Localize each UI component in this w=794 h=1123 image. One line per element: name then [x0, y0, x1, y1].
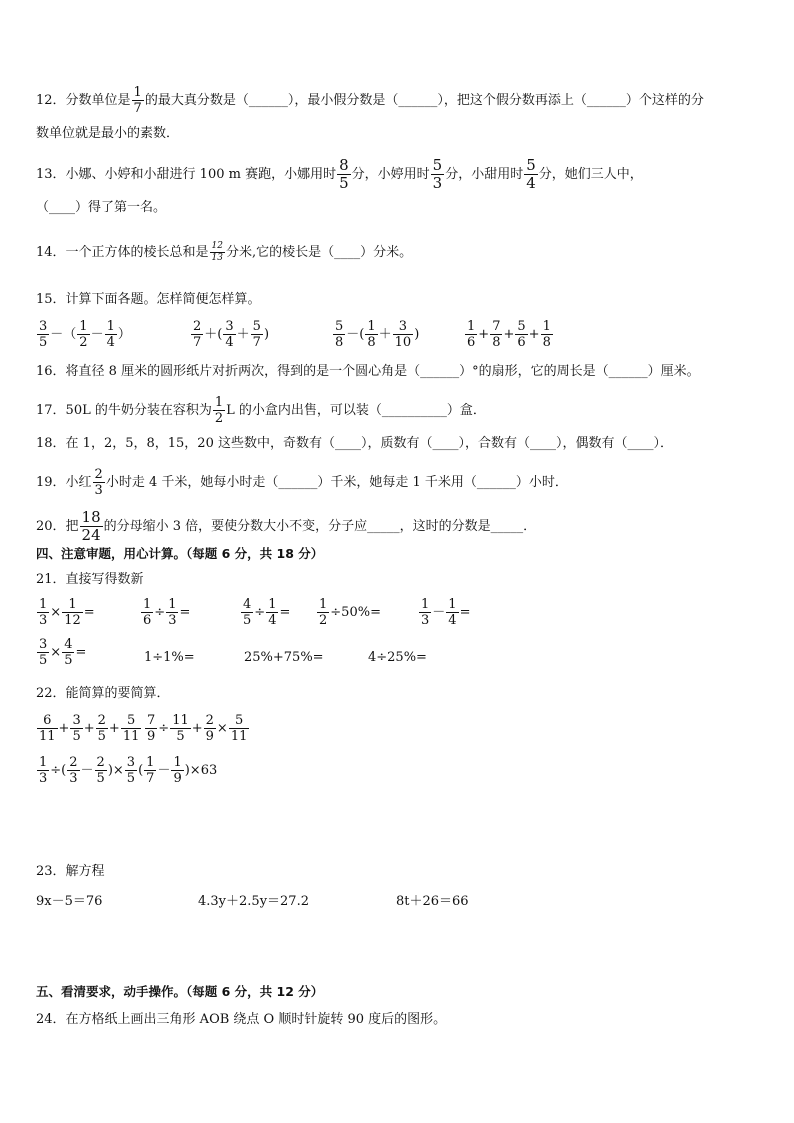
denominator: 7: [252, 335, 261, 350]
denominator: 8: [542, 335, 551, 350]
q15-expr-4: [464, 320, 554, 349]
denominator: 7: [193, 335, 202, 350]
numerator: 1: [542, 319, 551, 334]
fraction: [93, 468, 105, 497]
fraction: [204, 714, 216, 743]
section-4-heading: 四、注意审题，用心计算。（每题 6 分，共 18 分）: [36, 546, 324, 561]
fraction: [490, 320, 502, 349]
equals: =: [83, 605, 95, 620]
denominator: 5: [97, 729, 106, 744]
operator: ＋(: [204, 327, 223, 342]
q21-item-4: [316, 598, 381, 627]
operator: +: [108, 721, 120, 736]
fraction: [333, 320, 345, 349]
fraction: [171, 756, 183, 785]
numerator: 8: [339, 156, 349, 174]
fraction: [121, 714, 142, 743]
fraction: [251, 320, 263, 349]
numerator: 3: [39, 319, 48, 334]
q19-text-a: 19．小红: [36, 475, 92, 490]
denominator: 4: [106, 335, 115, 350]
q22-expr-2: [144, 714, 250, 743]
numerator: 6: [37, 714, 58, 729]
fraction: [515, 320, 527, 349]
denominator: 4: [268, 613, 277, 628]
fraction: [524, 158, 538, 191]
q22-expr-1: [36, 714, 142, 743]
q12-text-a: 12．分数单位是: [36, 93, 131, 108]
fraction: [96, 714, 108, 743]
operator: (: [138, 763, 144, 778]
denominator: 11: [122, 729, 140, 744]
denominator: 5: [339, 174, 349, 192]
q15-expr-2: [190, 320, 269, 349]
fraction: [37, 714, 58, 743]
q23-equation-1: 9x－5＝76: [36, 894, 103, 909]
fraction: [70, 714, 82, 743]
numerator: 4: [64, 637, 73, 652]
fraction: [210, 242, 225, 263]
denominator: 9: [205, 729, 214, 744]
numerator: 1: [173, 755, 182, 770]
operator: ×: [50, 645, 62, 660]
fraction: [170, 714, 191, 743]
numerator: 1: [62, 598, 83, 613]
denominator: 4: [448, 613, 457, 628]
denominator: 5: [176, 729, 185, 744]
q22-title: 22．能简算的要简算．: [36, 686, 170, 701]
numerator: 2: [69, 755, 78, 770]
q18-line: 18．在 1，2，5，8，15，20 这些数中，奇数有（____），质数有（____），合数有（____），偶数有（____）．: [36, 436, 673, 451]
operator: )×: [107, 763, 124, 778]
q21-item-7: 1÷1%=: [144, 650, 195, 665]
numerator: 1: [79, 319, 88, 334]
fraction: [393, 320, 414, 349]
denominator: 8: [367, 335, 376, 350]
numerator: 1: [143, 597, 152, 612]
numerator: 1: [168, 597, 177, 612]
denominator: 2: [319, 613, 328, 628]
section-5-heading: 五、看清要求，动手操作。（每题 6 分，共 12 分）: [36, 984, 324, 999]
numerator: 18: [81, 508, 101, 526]
denominator: 5: [39, 335, 48, 350]
denominator: 6: [467, 335, 476, 350]
numerator: 1: [106, 319, 115, 334]
denominator: 12: [64, 613, 81, 628]
q13-text-c: 分，小甜用时: [445, 167, 524, 182]
operator: ): [263, 327, 270, 342]
fraction: [446, 598, 458, 627]
denominator: 11: [230, 729, 248, 744]
q14-line: [36, 242, 412, 263]
denominator: 5: [39, 653, 48, 668]
fraction: [191, 320, 203, 349]
q21-item-2: [140, 598, 190, 627]
q13-text-b: 分，小婷用时: [351, 167, 430, 182]
denominator: 5: [126, 771, 136, 786]
operator: －: [432, 605, 446, 620]
numerator: 3: [126, 755, 136, 770]
numerator: 11: [172, 713, 189, 728]
q12-text-b: 的最大真分数是（______），最小假分数是（______），把这个假分数再添上（______）个这样的分: [144, 93, 704, 108]
operator: ＋: [236, 327, 250, 342]
denominator: 3: [69, 771, 78, 786]
fraction: [241, 598, 253, 627]
operator: +: [58, 721, 70, 736]
numerator: 2: [94, 467, 103, 482]
denominator: 8: [335, 335, 344, 350]
denominator: 2: [79, 335, 88, 350]
q23-title: 23．解方程: [36, 864, 105, 879]
numerator: 5: [229, 714, 250, 729]
q21-item-1: [36, 598, 95, 627]
q21-item-9: 4÷25%=: [368, 650, 427, 665]
fraction: [37, 638, 49, 667]
denominator: 3: [421, 613, 430, 628]
q21-item-3: [240, 598, 290, 627]
q12-line2: 数单位就是最小的素数．: [36, 126, 180, 141]
q13-text-a: 13．小娜、小婷和小甜进行 100 m 赛跑，小娜用时: [36, 167, 337, 182]
fraction: [145, 714, 157, 743]
numerator: 2: [96, 755, 105, 770]
operator: －: [157, 763, 171, 778]
q15-title: 15．计算下面各题。怎样简便怎样算。: [36, 292, 261, 307]
denominator: 5: [96, 771, 105, 786]
fraction: [95, 756, 107, 785]
denominator: 9: [147, 729, 156, 744]
denominator: 24: [81, 526, 101, 544]
fraction: [541, 320, 553, 349]
numerator: 1: [467, 319, 476, 334]
denominator: 10: [394, 335, 412, 350]
denominator: 13: [211, 253, 223, 263]
numerator: 3: [393, 320, 414, 335]
equals: =: [75, 645, 87, 660]
q14-text-a: 14．一个正方体的棱长总和是: [36, 245, 209, 260]
denominator: 2: [214, 411, 224, 426]
operator: ×: [50, 605, 62, 620]
numerator: 5: [252, 319, 261, 334]
operator: ÷(: [50, 763, 67, 778]
numerator: 1: [319, 597, 328, 612]
numerator: 2: [97, 713, 106, 728]
fraction: [431, 158, 445, 191]
numerator: 2: [205, 713, 214, 728]
numerator: 5: [517, 319, 526, 334]
operator: －: [90, 327, 104, 342]
numerator: 1: [39, 755, 48, 770]
fraction: [37, 320, 49, 349]
q13-line2: （____）得了第一名。: [36, 200, 167, 215]
operator: ÷50%=: [330, 605, 381, 620]
operator: ÷: [158, 721, 170, 736]
numerator: 1: [133, 85, 142, 100]
numerator: 2: [193, 319, 202, 334]
numerator: 5: [432, 156, 443, 174]
operator: ）: [117, 327, 131, 342]
q14-text-b: 分米,它的棱长是（____）分米。: [226, 245, 413, 260]
operator: +: [503, 327, 515, 342]
q21-title: 21．直接写得数新: [36, 572, 144, 587]
denominator: 8: [492, 335, 501, 350]
q15-expr-1: [36, 320, 131, 349]
numerator: 4: [243, 597, 252, 612]
q24-line: 24．在方格纸上画出三角形 AOB 绕点 O 顺时针旋转 90 度后的图形。: [36, 1012, 447, 1027]
q20-text-a: 20．把: [36, 519, 79, 534]
equals: =: [459, 605, 471, 620]
q22-expr-3: [36, 756, 217, 785]
q23-equation-2: 4.3y＋2.5y＝27.2: [198, 894, 309, 909]
denominator: 7: [133, 101, 142, 116]
denominator: 9: [173, 771, 182, 786]
numerator: 5: [335, 319, 344, 334]
fraction: [67, 756, 79, 785]
q23-equation-3: 8t＋26＝66: [396, 894, 469, 909]
numerator: 3: [39, 637, 48, 652]
q17-text-a: 17．50L 的牛奶分装在容积为: [36, 403, 212, 418]
q17-line: [36, 396, 486, 425]
numerator: 3: [225, 319, 234, 334]
numerator: 1: [421, 597, 430, 612]
numerator: 1: [448, 597, 457, 612]
fraction: [266, 598, 278, 627]
equals: =: [279, 605, 291, 620]
operator: ×: [216, 721, 228, 736]
denominator: 5: [243, 613, 252, 628]
q21-item-6: [36, 638, 86, 667]
fraction: [144, 756, 156, 785]
fraction: [465, 320, 477, 349]
q17-text-b: L 的小盒内出售，可以装（__________）盒．: [226, 403, 486, 418]
denominator: 4: [526, 174, 536, 192]
fraction: [77, 320, 89, 349]
operator: ÷: [154, 605, 166, 620]
fraction: [365, 320, 377, 349]
q20-text-b: 的分母缩小 3 倍，要使分数大小不变，分子应_____，这时的分数是_____．: [103, 519, 537, 534]
fraction: [80, 510, 103, 543]
denominator: 6: [143, 613, 152, 628]
fraction: [213, 396, 225, 425]
numerator: 7: [147, 713, 156, 728]
fraction: [62, 598, 83, 627]
q19-text-b: 小时走 4 千米，她每小时走（______）千米，她每走 1 千米用（______）小时．: [105, 475, 568, 490]
denominator: 3: [39, 613, 48, 628]
q21-item-5: [418, 598, 470, 627]
q13-text-d: 分，她们三人中，: [538, 167, 643, 182]
denominator: 5: [64, 653, 73, 668]
fraction: [419, 598, 431, 627]
denominator: 5: [72, 729, 81, 744]
denominator: 3: [168, 613, 177, 628]
operator: ): [414, 327, 420, 342]
fraction: [229, 714, 250, 743]
fraction: [337, 158, 351, 191]
operator: －: [80, 763, 94, 778]
operator: )×63: [184, 763, 218, 778]
numerator: 5: [121, 714, 142, 729]
denominator: 11: [39, 729, 56, 744]
numerator: 1: [146, 755, 155, 770]
q13-line1: [36, 158, 643, 191]
operator: +: [478, 327, 490, 342]
fraction: [141, 598, 153, 627]
fraction: [105, 320, 117, 349]
numerator: 7: [492, 319, 501, 334]
fraction: [317, 598, 329, 627]
q15-expr-3: [332, 320, 419, 349]
fraction: [132, 86, 144, 115]
fraction: [62, 638, 74, 667]
fraction: [125, 756, 137, 785]
fraction: [37, 598, 49, 627]
q20-line: [36, 510, 536, 543]
numerator: 1: [268, 597, 277, 612]
fraction: [37, 756, 49, 785]
denominator: 4: [225, 335, 234, 350]
operator: +: [528, 327, 540, 342]
operator: －（: [50, 327, 77, 342]
operator: －(: [346, 327, 365, 342]
numerator: 5: [526, 156, 536, 174]
q19-line: [36, 468, 568, 497]
denominator: 6: [517, 335, 526, 350]
q16-line: 16．将直径 8 厘米的圆形纸片对折两次，得到的是一个圆心角是（______）°的扇形，它的周长是（______）厘米。: [36, 364, 700, 379]
fraction: [166, 598, 178, 627]
operator: ＋: [378, 327, 392, 342]
denominator: 3: [432, 174, 443, 192]
denominator: 3: [39, 771, 48, 786]
fraction: [223, 320, 235, 349]
operator: +: [191, 721, 203, 736]
equals: =: [179, 605, 191, 620]
q12-line1: [36, 86, 704, 115]
denominator: 3: [94, 483, 103, 498]
operator: ÷: [254, 605, 266, 620]
q21-item-8: 25%+75%=: [244, 650, 324, 665]
numerator: 12: [211, 241, 223, 251]
numerator: 1: [367, 319, 376, 334]
numerator: 1: [39, 597, 48, 612]
numerator: 1: [214, 395, 224, 410]
numerator: 3: [72, 713, 81, 728]
denominator: 7: [146, 771, 155, 786]
operator: +: [83, 721, 95, 736]
